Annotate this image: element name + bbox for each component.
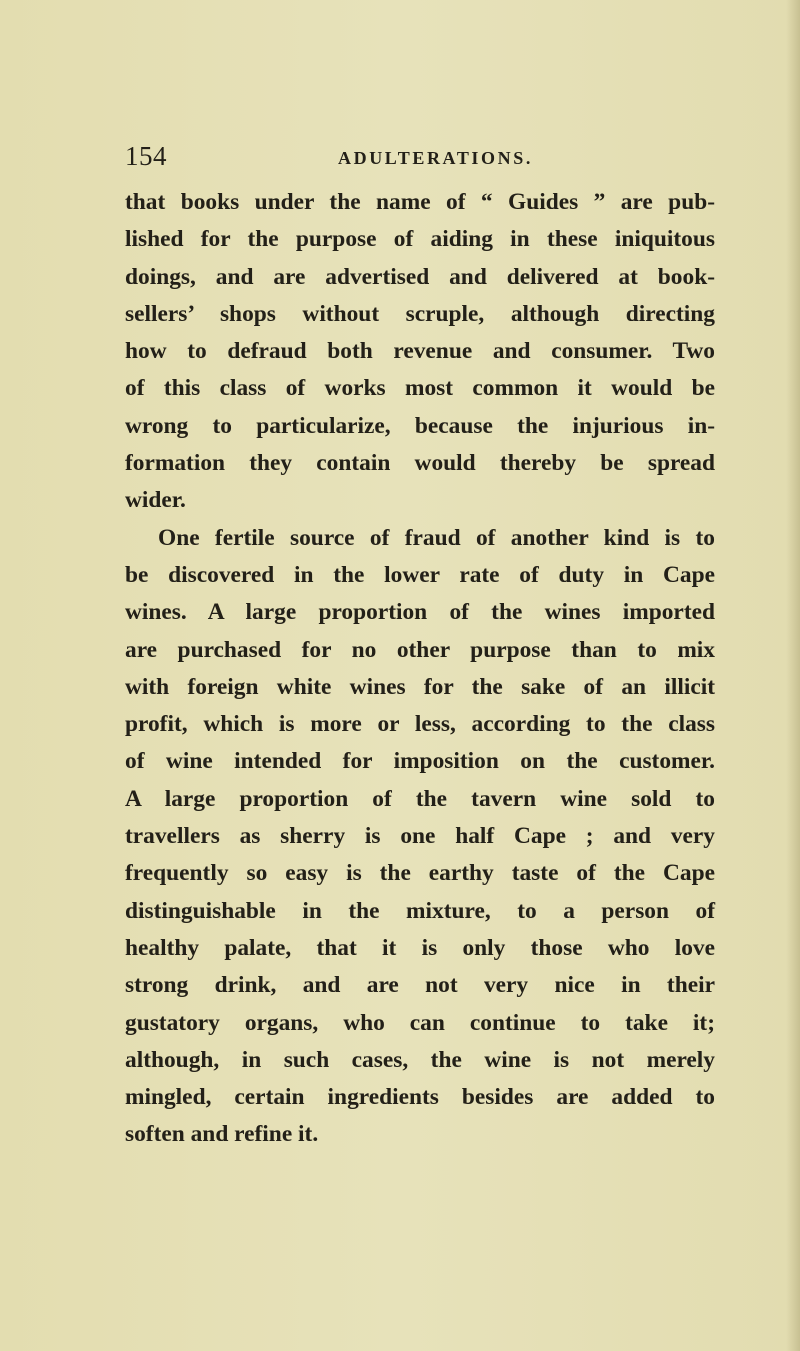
- text-line: wines. A large proportion of the wines imported: [125, 599, 715, 626]
- paragraph-end-line: soften and refine it.: [125, 1121, 319, 1148]
- text-line: wrong to particularize, because the injurious in-: [125, 412, 715, 439]
- text-line: sellers’ shops without scruple, although directing: [125, 300, 715, 327]
- running-head-title: ADULTERATIONS.: [338, 148, 533, 168]
- text-line: strong drink, and are not very nice in their: [125, 972, 715, 999]
- text-line: healthy palate, that it is only those who love: [125, 934, 715, 961]
- text-line: lished for the purpose of aiding in these iniquitous: [125, 226, 715, 253]
- text-line: with foreign white wines for the sake of an illicit: [125, 673, 715, 700]
- page-edge-shadow: [786, 0, 800, 1351]
- text-line: of this class of works most common it would be: [125, 375, 715, 402]
- page-number: 154: [125, 141, 167, 171]
- text-line: gustatory organs, who can continue to take it;: [125, 1009, 715, 1036]
- text-line: that books under the name of “ Guides ” are pub-: [125, 189, 715, 215]
- paragraph-end-line: wider.: [125, 487, 186, 514]
- text-line: are purchased for no other purpose than to mix: [125, 636, 715, 663]
- text-line: how to defraud both revenue and consumer. Two: [125, 338, 715, 365]
- text-line: be discovered in the lower rate of duty in Cape: [125, 561, 715, 588]
- running-head: [125, 136, 715, 176]
- text-line: distinguishable in the mixture, to a person of: [125, 897, 715, 924]
- text-line: formation they contain would thereby be spread: [125, 450, 715, 477]
- paragraph-start-line: One fertile source of fraud of another kind is to: [158, 524, 715, 551]
- body-text: [125, 184, 715, 1154]
- text-line: A large proportion of the tavern wine sold to: [125, 785, 715, 812]
- text-line: mingled, certain ingredients besides are added to: [125, 1084, 715, 1111]
- text-line: frequently so easy is the earthy taste of the Cape: [125, 860, 715, 887]
- text-line: doings, and are advertised and delivered at book-: [125, 263, 715, 290]
- text-line: although, in such cases, the wine is not merely: [125, 1046, 715, 1073]
- text-line: travellers as sherry is one half Cape ; and very: [125, 823, 715, 850]
- text-line: profit, which is more or less, according to the class: [125, 711, 715, 738]
- text-line: of wine intended for imposition on the customer.: [125, 748, 715, 775]
